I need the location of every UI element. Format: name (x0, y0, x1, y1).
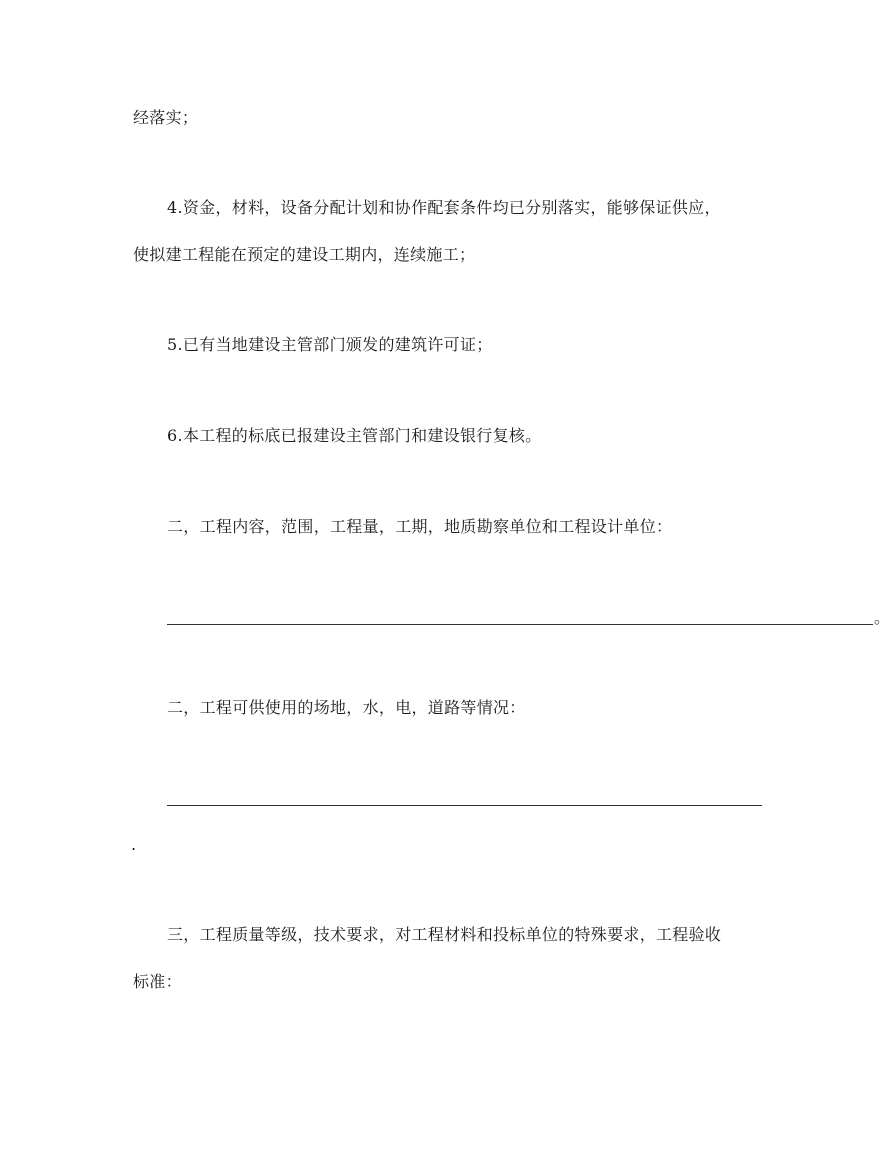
blank-line-end-mark: 。 (874, 608, 891, 627)
item-6: 6.本工程的标底已报建设主管部门和建设银行复核。 (167, 426, 542, 445)
fill-in-blank-line-site (167, 805, 762, 806)
section-heading-site-conditions: 二，工程可供使用的场地，水，电，道路等情况： (167, 698, 526, 717)
item-4-line-2: 使拟建工程能在预定的建设工期内，连续施工； (133, 245, 476, 264)
paragraph-continuation: 经落实； (133, 108, 199, 127)
fill-in-blank-line-scope (167, 624, 873, 625)
blank-line-end-dot: . (131, 835, 137, 854)
section-heading-quality-line-1: 三，工程质量等级，技术要求，对工程材料和投标单位的特殊要求，工程验收 (167, 925, 722, 944)
section-heading-scope: 二，工程内容，范围，工程量，工期，地质勘察单位和工程设计单位： (167, 517, 673, 536)
item-5: 5.已有当地建设主管部门颁发的建筑许可证； (167, 335, 493, 354)
section-heading-quality-line-2: 标准： (133, 972, 182, 991)
item-4-line-1: 4.资金，材料，设备分配计划和协作配套条件均已分别落实，能够保证供应， (167, 198, 721, 217)
